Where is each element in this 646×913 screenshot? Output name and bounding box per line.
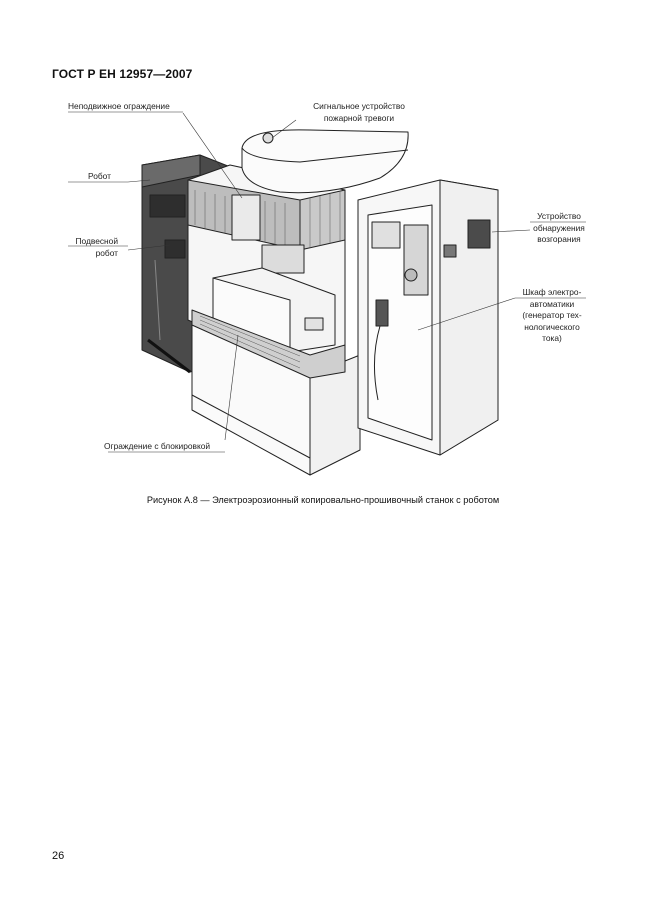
label-hanging-robot-line1: Подвесной <box>75 236 118 246</box>
label-cabinet-line3: (генератор тех- <box>522 310 582 320</box>
label-hanging-robot-line2: робот <box>95 247 118 258</box>
label-cabinet-line4: нологического <box>524 321 580 332</box>
page-number: 26 <box>52 850 65 862</box>
label-ignition-line2: обнаружения <box>533 222 585 233</box>
label-cabinet-line1: Шкаф электро- <box>522 287 582 297</box>
label-fire-alarm <box>296 101 422 124</box>
document-header: ГОСТ Р ЕН 12957—2007 <box>52 67 193 81</box>
label-ignition-line1: Устройство <box>537 211 581 221</box>
label-interlock-guard: Ограждение с блокировкой <box>104 441 211 451</box>
label-robot: Робот <box>88 171 111 181</box>
label-cabinet-line2: автоматики <box>529 298 575 309</box>
figure-caption: Рисунок А.8 — Электроэрозионный копировально-прошивочный станок с роботом <box>146 495 500 505</box>
label-fire-alarm-line1: Сигнальное устройство <box>313 101 405 111</box>
electrical-cabinet <box>358 180 498 455</box>
label-ignition-line3: возгорания <box>537 234 581 244</box>
label-fixed-guard: Неподвижное ограждение <box>68 101 170 111</box>
label-cabinet-line5: тока) <box>542 333 562 343</box>
label-electrical-cabinet <box>512 287 592 345</box>
label-fire-alarm-line2: пожарной тревоги <box>323 112 395 123</box>
label-hanging-robot <box>68 236 118 259</box>
label-ignition-detector <box>528 211 590 246</box>
dielectric-tank <box>242 130 408 193</box>
